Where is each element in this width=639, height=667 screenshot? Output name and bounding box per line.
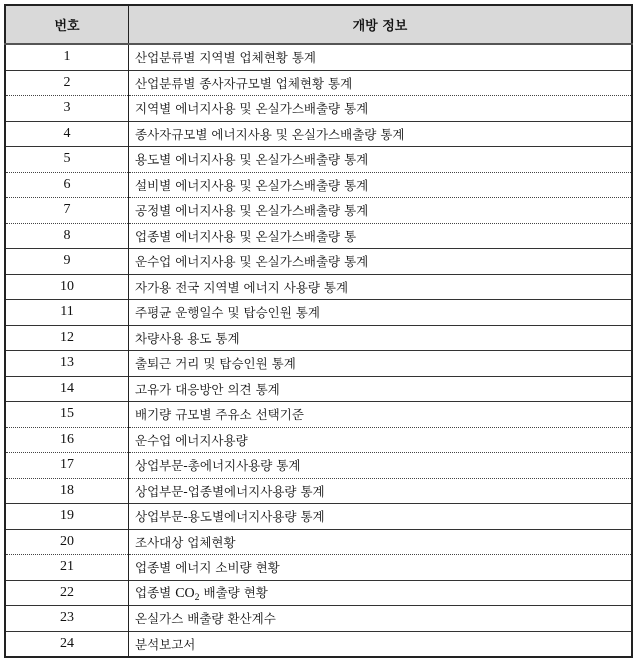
row-number: 11 bbox=[5, 300, 129, 326]
row-number: 13 bbox=[5, 351, 129, 377]
row-number: 7 bbox=[5, 198, 129, 224]
row-number: 20 bbox=[5, 529, 129, 555]
table-row bbox=[5, 427, 632, 453]
row-number: 22 bbox=[5, 580, 129, 606]
row-info: 주평균 운행일수 및 탑승인원 통계 bbox=[129, 300, 633, 326]
row-number: 10 bbox=[5, 274, 129, 300]
row-info-suffix: 배출량 현황 bbox=[199, 584, 268, 600]
row-info: 설비별 에너지사용 및 온실가스배출량 통계 bbox=[129, 172, 633, 198]
row-info: 상업부문-용도별에너지사용량 통계 bbox=[129, 504, 633, 530]
row-info: 차량사용 용도 통계 bbox=[129, 325, 633, 351]
row-info: 운수업 에너지사용 및 온실가스배출량 통계 bbox=[129, 249, 633, 275]
row-info: 종사자규모별 에너지사용 및 온실가스배출량 통계 bbox=[129, 121, 633, 147]
row-info: 상업부문-업종별에너지사용량 통계 bbox=[129, 478, 633, 504]
row-number: 14 bbox=[5, 376, 129, 402]
row-info bbox=[129, 580, 633, 606]
table-row bbox=[5, 44, 632, 70]
co2-formula bbox=[175, 586, 199, 601]
row-info: 출퇴근 거리 및 탑승인원 통계 bbox=[129, 351, 633, 377]
table-row bbox=[5, 249, 632, 275]
co-text: CO bbox=[175, 585, 195, 601]
row-info-prefix: 업종별 bbox=[135, 584, 176, 600]
row-info: 고유가 대응방안 의견 통계 bbox=[129, 376, 633, 402]
row-number: 17 bbox=[5, 453, 129, 479]
row-number: 4 bbox=[5, 121, 129, 147]
row-info: 산업분류별 지역별 업체현황 통계 bbox=[129, 44, 633, 70]
header-info: 개방 정보 bbox=[129, 5, 633, 44]
table-row bbox=[5, 453, 632, 479]
row-info: 상업부문-총에너지사용량 통계 bbox=[129, 453, 633, 479]
row-number: 12 bbox=[5, 325, 129, 351]
row-number: 19 bbox=[5, 504, 129, 530]
row-number: 9 bbox=[5, 249, 129, 275]
table-row bbox=[5, 402, 632, 428]
row-info: 공정별 에너지사용 및 온실가스배출량 통계 bbox=[129, 198, 633, 224]
table-row bbox=[5, 529, 632, 555]
open-data-table bbox=[4, 4, 633, 658]
table-row bbox=[5, 325, 632, 351]
row-info: 온실가스 배출량 환산계수 bbox=[129, 606, 633, 632]
row-info: 산업분류별 종사자규모별 업체현황 통계 bbox=[129, 70, 633, 96]
row-number: 3 bbox=[5, 96, 129, 122]
row-info: 조사대상 업체현황 bbox=[129, 529, 633, 555]
table-row bbox=[5, 631, 632, 657]
table-row bbox=[5, 606, 632, 632]
table-row bbox=[5, 96, 632, 122]
table-row bbox=[5, 147, 632, 173]
table-row bbox=[5, 555, 632, 581]
row-info: 지역별 에너지사용 및 온실가스배출량 통계 bbox=[129, 96, 633, 122]
header-number: 번호 bbox=[5, 5, 129, 44]
row-number: 6 bbox=[5, 172, 129, 198]
row-number: 5 bbox=[5, 147, 129, 173]
table-row bbox=[5, 70, 632, 96]
table-row bbox=[5, 198, 632, 224]
table-row bbox=[5, 504, 632, 530]
row-info: 분석보고서 bbox=[129, 631, 633, 657]
row-number: 24 bbox=[5, 631, 129, 657]
row-number: 2 bbox=[5, 70, 129, 96]
table-row bbox=[5, 478, 632, 504]
row-info: 자가용 전국 지역별 에너지 사용량 통계 bbox=[129, 274, 633, 300]
table-row bbox=[5, 580, 632, 606]
table-row bbox=[5, 274, 632, 300]
row-info: 용도별 에너지사용 및 온실가스배출량 통계 bbox=[129, 147, 633, 173]
co2-subscript: 2 bbox=[194, 591, 200, 603]
row-info: 업종별 에너지사용 및 온실가스배출량 통 bbox=[129, 223, 633, 249]
row-number: 21 bbox=[5, 555, 129, 581]
row-number: 8 bbox=[5, 223, 129, 249]
row-number: 18 bbox=[5, 478, 129, 504]
table-body bbox=[5, 44, 632, 657]
table-row bbox=[5, 376, 632, 402]
row-info: 배기량 규모별 주유소 선택기준 bbox=[129, 402, 633, 428]
row-number: 16 bbox=[5, 427, 129, 453]
table-row bbox=[5, 223, 632, 249]
row-number: 1 bbox=[5, 44, 129, 70]
row-info: 업종별 에너지 소비량 현황 bbox=[129, 555, 633, 581]
table-row bbox=[5, 172, 632, 198]
row-number: 23 bbox=[5, 606, 129, 632]
table-row bbox=[5, 351, 632, 377]
row-number: 15 bbox=[5, 402, 129, 428]
table-row bbox=[5, 121, 632, 147]
row-info: 운수업 에너지사용량 bbox=[129, 427, 633, 453]
table-header-row bbox=[5, 5, 632, 44]
table-row bbox=[5, 300, 632, 326]
